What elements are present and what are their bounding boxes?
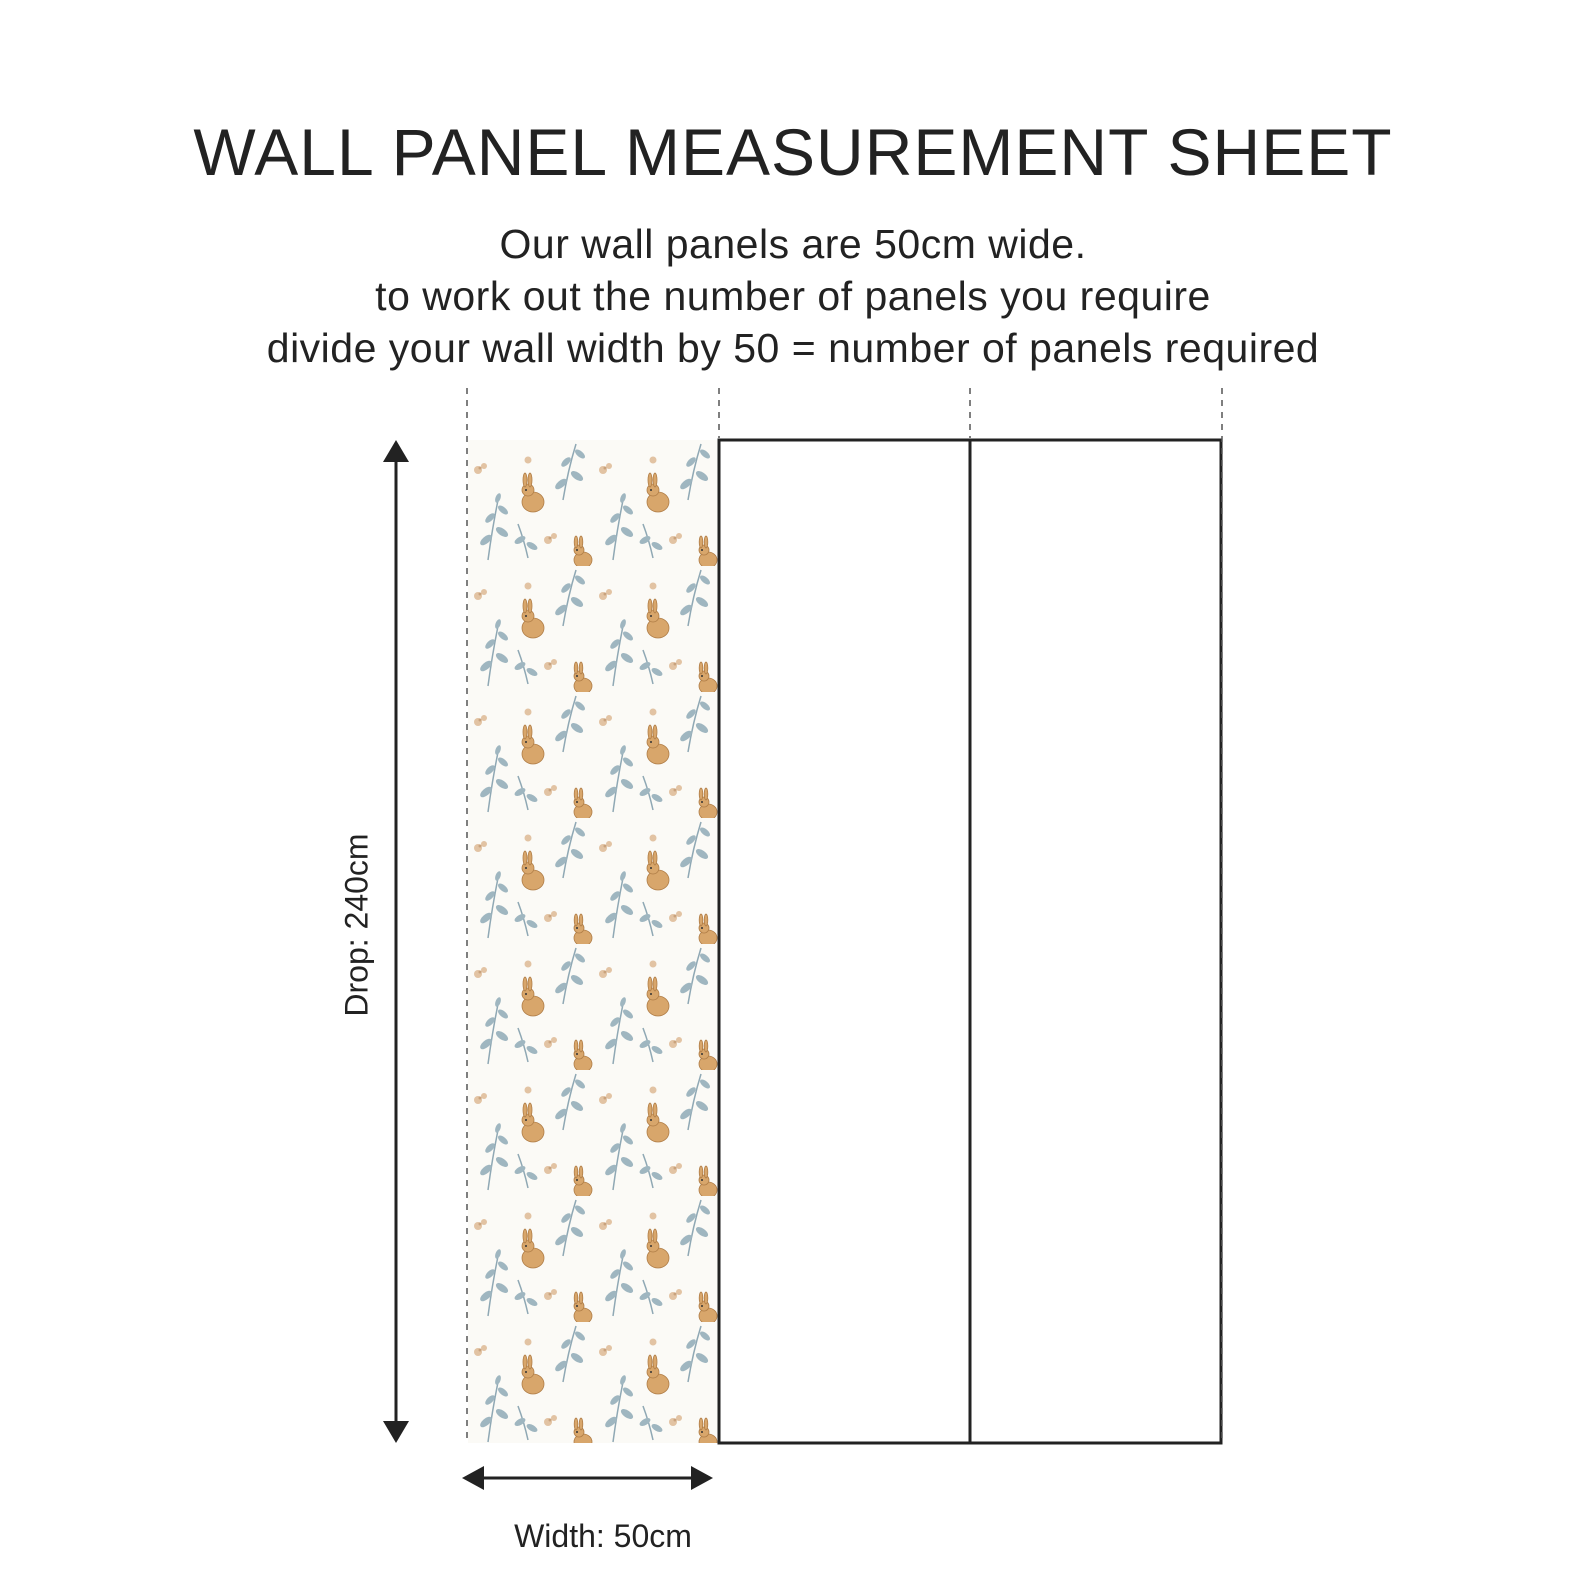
- instruction-line-2: to work out the number of panels you require: [375, 273, 1211, 319]
- drop-label: Drop: 240cm: [338, 833, 375, 1017]
- width-arrow: [462, 1466, 713, 1490]
- page-title: WALL PANEL MEASUREMENT SHEET: [193, 115, 1393, 189]
- blank-panel-2: [719, 440, 970, 1443]
- instruction-line-1: Our wall panels are 50cm wide.: [499, 221, 1087, 267]
- width-label: Width: 50cm: [514, 1518, 692, 1554]
- patterned-panel: [468, 440, 719, 1443]
- blank-panels: [719, 440, 1221, 1443]
- drop-arrow: [383, 440, 409, 1443]
- instruction-line-3: divide your wall width by 50 = number of panels required: [266, 325, 1320, 371]
- blank-panel-3: [970, 440, 1221, 1443]
